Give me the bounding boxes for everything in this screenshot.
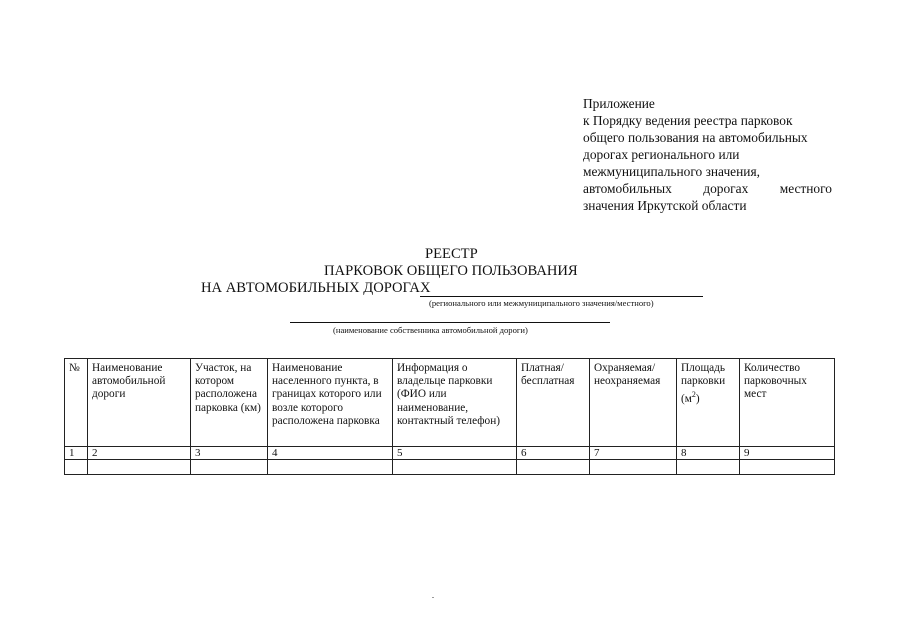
appendix-line: Приложение xyxy=(583,96,655,111)
column-number: 6 xyxy=(517,447,590,460)
empty-cell xyxy=(677,460,740,475)
empty-cell xyxy=(517,460,590,475)
significance-caption: (регионального или межмуниципального значения/местного) xyxy=(429,298,654,308)
column-number: 4 xyxy=(268,447,393,460)
column-number: 9 xyxy=(740,447,835,460)
empty-cell xyxy=(88,460,191,475)
header-paid-free: Платная/ бесплатная xyxy=(517,359,590,447)
column-number: 2 xyxy=(88,447,191,460)
title-parking: ПАРКОВОК ОБЩЕГО ПОЛЬЗОВАНИЯ xyxy=(324,263,578,279)
appendix-justified-line xyxy=(583,180,832,197)
empty-cell xyxy=(191,460,268,475)
appendix-line: дорогах регионального или xyxy=(583,147,740,162)
header-settlement: Наименование населенного пункта, в границах которого или возле которого расположена парковка xyxy=(268,359,393,447)
appendix-line: значения Иркутской области xyxy=(583,198,747,213)
scan-speck xyxy=(432,597,434,598)
header-row xyxy=(65,359,835,447)
empty-cell xyxy=(590,460,677,475)
appendix-line: межмуниципального значения, xyxy=(583,164,760,179)
header-road-name: Наименование автомобильной дороги xyxy=(88,359,191,447)
empty-cell xyxy=(393,460,517,475)
header-spaces-count: Количество парковочных мест xyxy=(740,359,835,447)
title-registry: РЕЕСТР xyxy=(425,246,478,262)
significance-fill-line xyxy=(420,296,703,297)
owner-fill-line xyxy=(290,322,610,323)
header-area-close: ) xyxy=(695,393,700,406)
appendix-word: автомобильных xyxy=(583,181,672,196)
header-section: Участок, на котором расположена парковка (км) xyxy=(191,359,268,447)
column-number-row xyxy=(65,447,835,460)
header-area xyxy=(677,359,740,447)
column-number: 8 xyxy=(677,447,740,460)
title-roads: НА АВТОМОБИЛЬНЫХ ДОРОГАХ xyxy=(201,280,431,296)
empty-data-row xyxy=(65,460,835,475)
appendix-line: к Порядку ведения реестра парковок xyxy=(583,113,793,128)
appendix-word: местного xyxy=(779,181,832,196)
appendix-note xyxy=(583,95,832,214)
empty-cell xyxy=(740,460,835,475)
header-number: № xyxy=(65,359,88,447)
column-number: 3 xyxy=(191,447,268,460)
appendix-word: дорогах xyxy=(703,181,749,196)
header-area-sup: 2 xyxy=(691,390,696,400)
appendix-line: общего пользования на автомобильных xyxy=(583,130,808,145)
empty-cell xyxy=(268,460,393,475)
owner-caption: (наименование собственника автомобильной дороги) xyxy=(333,325,528,335)
header-owner-info: Информация о владельце парковки (ФИО или наименование, контактный телефон) xyxy=(393,359,517,447)
header-area-text: Площадь парковки (м xyxy=(681,362,726,406)
empty-cell xyxy=(65,460,88,475)
registry-table xyxy=(64,358,835,475)
column-number: 1 xyxy=(65,447,88,460)
header-guarded: Охраняемая/ неохраняемая xyxy=(590,359,677,447)
column-number: 7 xyxy=(590,447,677,460)
column-number: 5 xyxy=(393,447,517,460)
